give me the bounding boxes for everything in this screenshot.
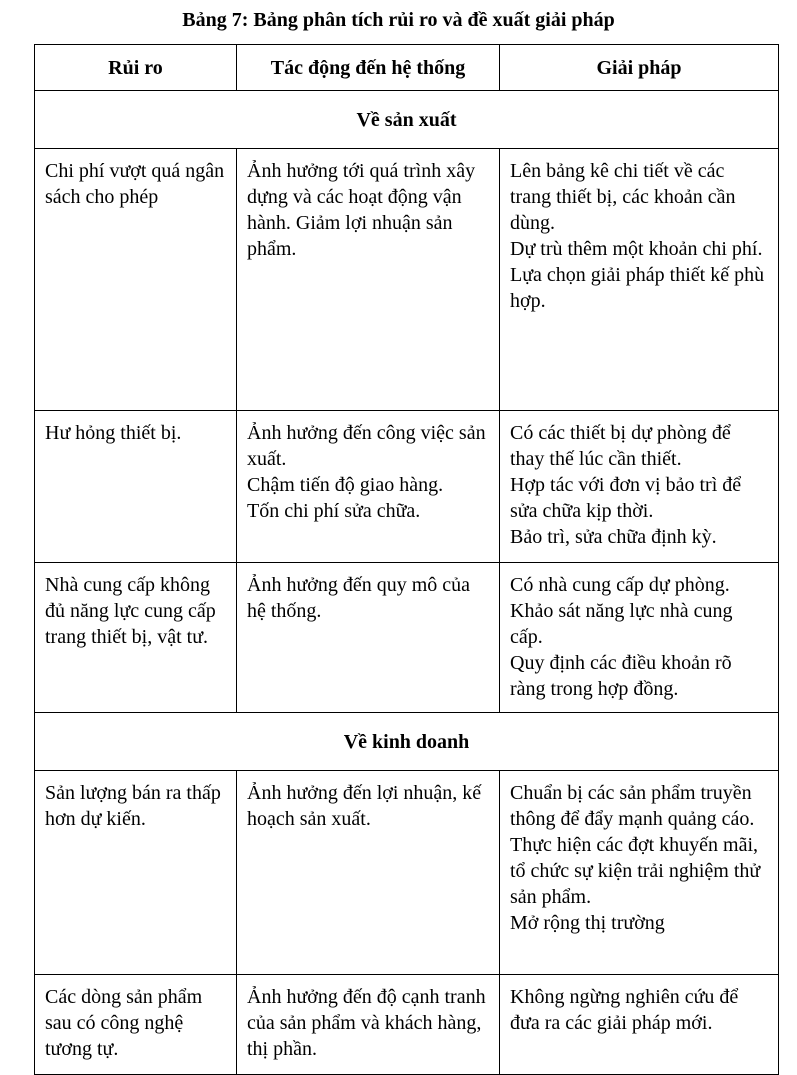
impact-cell — [237, 411, 500, 563]
risk-cell: Chi phí vượt quá ngân sách cho phép — [35, 149, 237, 411]
table-row — [35, 771, 779, 975]
solution-line: Lên bảng kê chi tiết về các trang thiết bị, các khoản cần dùng. — [510, 160, 741, 234]
solution-line: Thực hiện các đợt khuyến mãi, tổ chức sự kiện trải nghiệm thử sản phẩm. — [510, 834, 766, 908]
risk-cell: Nhà cung cấp không đủ năng lực cung cấp trang thiết bị, vật tư. — [35, 563, 237, 713]
impact-line: Ảnh hưởng đến công việc sản xuất. — [247, 422, 491, 470]
impact-cell: Ảnh hưởng đến quy mô của hệ thống. — [237, 563, 500, 713]
section-row-production — [35, 91, 779, 149]
solution-line: Hợp tác với đơn vị bảo trì để sửa chữa kịp thời. — [510, 474, 747, 522]
impact-cell: Ảnh hưởng đến độ cạnh tranh của sản phẩm và khách hàng, thị phần. — [237, 975, 500, 1075]
table-row — [35, 563, 779, 713]
header-solution: Giải pháp — [500, 45, 779, 91]
solution-line: Bảo trì, sửa chữa định kỳ. — [510, 526, 717, 548]
risk-cell: Hư hỏng thiết bị. — [35, 411, 237, 563]
solution-cell — [500, 563, 779, 713]
solution-line: Dự trù thêm một khoản chi phí. — [510, 238, 763, 260]
risk-cell: Các dòng sản phẩm sau có công nghệ tương tự. — [35, 975, 237, 1075]
solution-line: Mở rộng thị trường — [510, 912, 665, 934]
risk-cell: Sản lượng bán ra thấp hơn dự kiến. — [35, 771, 237, 975]
solution-cell — [500, 771, 779, 975]
section-title-production: Về sản xuất — [35, 91, 779, 149]
solution-line: Lựa chọn giải pháp thiết kế phù hợp. — [510, 264, 770, 312]
impact-cell: Ảnh hưởng tới quá trình xây dựng và các hoạt động vận hành. Giảm lợi nhuận sản phẩm. — [237, 149, 500, 411]
table-row — [35, 149, 779, 411]
solution-line: Có các thiết bị dự phòng để thay thế lúc cần thiết. — [510, 422, 736, 470]
table-row — [35, 411, 779, 563]
impact-line: Tốn chi phí sửa chữa. — [247, 500, 421, 522]
solution-cell — [500, 149, 779, 411]
section-row-business — [35, 713, 779, 771]
header-row — [35, 45, 779, 91]
solution-line: Khảo sát năng lực nhà cung cấp. — [510, 600, 738, 648]
impact-line: Chậm tiến độ giao hàng. — [247, 474, 444, 496]
solution-line: Có nhà cung cấp dự phòng. — [510, 574, 730, 596]
table-caption: Bảng 7: Bảng phân tích rủi ro và đề xuất giải pháp — [182, 9, 615, 31]
risk-analysis-table — [34, 44, 779, 1075]
header-risk: Rủi ro — [35, 45, 237, 91]
solution-cell — [500, 411, 779, 563]
solution-line: Chuẩn bị các sản phẩm truyền thông để đẩy mạnh quảng cáo. — [510, 782, 757, 830]
table-row — [35, 975, 779, 1075]
section-title-business: Về kinh doanh — [35, 713, 779, 771]
impact-cell: Ảnh hưởng đến lợi nhuận, kế hoạch sản xuất. — [237, 771, 500, 975]
solution-line: Quy định các điều khoản rõ ràng trong hợp đồng. — [510, 652, 737, 700]
header-impact: Tác động đến hệ thống — [237, 45, 500, 91]
solution-cell — [500, 975, 779, 1075]
solution-line: Không ngừng nghiên cứu để đưa ra các giải pháp mới. — [510, 986, 744, 1034]
